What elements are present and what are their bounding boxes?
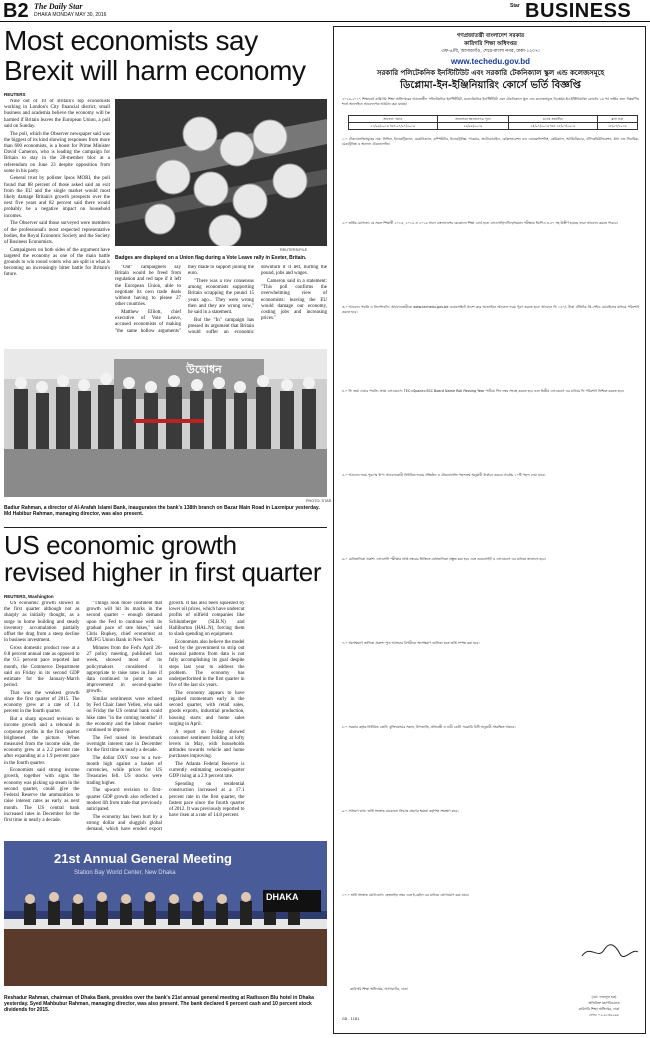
paragraph: Cameron said in a statement: "This poll confirms the overwhelming view of economists: leaving the EU would damage our economy, costing jobs and increasing prices." <box>261 278 327 322</box>
paragraph: The economy appears to have regained momentum early in the second quarter, with retail sales, goods exports, industrial production, housing starts and home sales surging in April. <box>169 690 245 727</box>
ad-section: ৮.০ সরকার কর্তৃক নির্ধারিত কোটা: মুক্তিযোদ্ধার সন্তান, উপজাতি, প্রতিবন্ধী ও নারী কোটা সরকারি বিধি অনুযায়ী সংরক্ষিত থাকবে। <box>342 725 516 729</box>
story2-headline: US economic growth revised higher in first quarter <box>4 530 322 587</box>
story1-byline: REUTERS <box>4 92 26 97</box>
paragraph: The Atlanta Federal Reserve is currently estimating second-quarter GDP rising at a 2.9 percent rate. <box>169 762 245 780</box>
ad-section: ৫.০ আবেদন ফরম পূরণের ধাপ: আবেদনকারী নির্ধারিত ফরমে প্রতিষ্ঠান ও টেকনোলজি পছন্দক্রম অনুযায়ী নির্বাচন করবে। সর্বোচ্চ ১০টি পছন্দ দেয়া যাবে। <box>342 473 546 477</box>
ad-gd-number: GD - 1181 <box>342 1017 360 1021</box>
ad-address: এফ-৪/বি, আগারগাঁও, শেরে-বাংলা নগর, ঢাকা-১২০৭। <box>441 49 540 54</box>
agm-banner: 21st Annual General Meeting <box>54 851 232 866</box>
ad-dept-line: কারিগরি শিক্ষা অধিদপ্তর <box>464 41 517 47</box>
ad-website: www.techedu.gov.bd <box>450 57 531 66</box>
ad-subtitle: ডিপ্লোমা-ইন-ইঞ্জিনিয়ারিং কোর্সে ভর্তি বিজ্ঞপ্তি <box>400 80 581 91</box>
agm-photo <box>4 841 327 986</box>
paragraph: The upward revision to first-quarter GDP growth also reflected a modest lift from trade that previously anticipated. <box>86 788 162 812</box>
ad-signer-title: অতিরিক্ত মহাপরিচালক <box>588 1001 620 1005</box>
ad-section: ৭.০ অপেক্ষমাণ তালিকা প্রকাশ: শূন্য আসনের বিপরীতে অপেক্ষমাণ তালিকা হতে ভর্তি সম্পন্ন করা হবে। <box>342 641 480 645</box>
ad-section: ৪.০ ফি জমা দেয়ার পদ্ধতি: প্রথম এসএমএস: TEC<Space>SSC Board Name Roll Passing Year পাঠিয়ে পিন নম্বর সংগ্রহ করতে হবে এবং দ্বিতীয় এসএমএস এর মাধ্যমে ফি পরিশোধ নিশ্চিত করতে হবে। <box>342 389 624 393</box>
masthead <box>0 0 650 22</box>
ad-section: ১০.০ ভর্তি সংক্রান্ত যোগাযোগ: হেল্পলাইন নম্বর এবং ই-মেইল এর মাধ্যমে যোগাযোগ করা যাবে। <box>342 893 470 897</box>
paragraph: "Things look more confident that growth will hit its marks in the second quarter – enough demand upon the Fed to continue with its gradual pace of rate hikes," said Chris Rupkey, chief economist at MUFG Union Bank in New York. <box>86 601 162 644</box>
paragraph: "There was a row consensus among economists supporting Britain scrapping the pound 15 years ago... They were wrong then and they are wrong now," he said in a statement. <box>188 278 254 315</box>
table-header: ক্লাস শুরু <box>597 116 637 123</box>
photo2-caption: Badiur Rahman, a director of Al-Arafah Islami Bank, inaugurates the bank's 138th branch on Bazar Main Road in Laxmipur yesterday. Md Habibur Rahman, managing director, was also present. <box>4 505 320 517</box>
table-header: অনলাইনে আবেদনপত্র পূরণ <box>437 116 508 123</box>
paragraph: Similar sentiments were echoed by Fed Chair Janet Yellen, who said on Friday the US central bank could hike rates "in the coming months" if the economy and the labour market continued to improve. <box>86 697 162 734</box>
story1-photo-credit: REUTERS/FILE <box>280 248 308 252</box>
paragraph: The dollar DXY rose to a two-month high against a basket of currencies, while prices for US Treasuries fell. US stocks were trading higher. <box>86 755 162 786</box>
section-divider <box>4 527 327 528</box>
paragraph: A report on Friday showed consumer sentiment holding at lofty levels in May, with households attitudes towards vehicle and home purchases improving. <box>169 729 245 760</box>
page-number: B2 <box>3 0 29 22</box>
agm-banner-sub: Station Bay World Center, New Dhaka <box>74 870 176 876</box>
section-title: BUSINESS <box>525 0 632 22</box>
paragraph: Spending on residential construction increased at a 17.1 percent rate in the first quarter, the fastest pace since the fourth quarter of 2012. It was previously reported to have risen at a rate of 14.8 percent. <box>169 782 245 819</box>
paragraph: The Observer said those surveyed were members of the professional's most respected representative bodies, the Royal Economic Society and the Society of Business Economists. <box>4 221 110 245</box>
paragraph: US economic growth slowed in the first quarter although not as sharply as initially thought, as a surge in home building and steady inventory accumulation partially offset the drag from a steep decline in business investment. <box>4 601 80 644</box>
paragraph: The Fed raised its benchmark overnight interest rate in December for the first time in nearly a decade. <box>86 735 162 754</box>
paragraph: Campaigners on both sides of the argument have targeted the economy as one of the main battle grounds to win round voters who are split in what is becoming an increasingly bitter battle for Britain's future. <box>4 247 110 278</box>
paragraph: "Out" campaigners say Britain would be freed from regulation and red tape if it left the European Union, able to negotiate its own trade deals without having to please 27 other countries. <box>115 265 181 308</box>
ad-office: কারিগরি শিক্ষা অধিদপ্তর, ঢাকা <box>578 1007 620 1011</box>
ad-signer: (মো: ফজলুল হক) <box>591 995 617 999</box>
table-header: আবেদন পদ্ধতি <box>349 116 438 123</box>
ad-intro: ২০১৬-২০১৭ শিক্ষাবর্ষে কারিগরি শিক্ষা অধিদপ্তরের আওতাধীন পলিটেকনিক ইনস্টিটিউট, মনোটেকনিক ইনস্টিটিউট এবং টেকনিক্যাল স্কুল এন্ড কলেজসমূহে ডিপ্লোমা-ইন-ইঞ্জিনিয়ারিং কোর্সের ১ম পর্ব ভর্তির জন্য নিম্নবর্ণিত শর্তে অনলাইনে আবেদনপত্র আহ্বান করা যাচ্ছে। <box>342 97 639 106</box>
story1-intro <box>4 99 110 287</box>
paragraph: Minutes from the Fed's April 26-27 policy meeting, published last week, showed most of its policymakers considered it appropriate to raise rates in June if data continued to point to an improvement in second-quarter growth. <box>86 645 162 695</box>
admission-advertisement <box>333 26 646 1034</box>
paragraph: Economists said strong income growth, together with signs the economy was picking up steam in the second quarter, could give the Federal Reserve the ammunition to raise interest rates as early as next month. The US central bank increased rates in December for the first time in nearly a decade. <box>4 768 80 823</box>
photo2-credit: PHOTO: STAR <box>306 499 332 503</box>
paragraph: Gross domestic product rose at a 0.8 percent annual rate as opposed to the 0.5 percent pace reported last month, the Commerce Department said on Friday in its second GDP estimate for the January-March period. <box>4 645 80 689</box>
star-logo: Star <box>510 3 520 9</box>
ad-section: ১.০ টেকনোলজিসমূহের নাম: সিভিল, ইলেকট্রিক্যাল, মেকানিক্যাল, কম্পিউটার, ইলেকট্রনিক্স, পাওয়ার, অটোমোবাইল, রেফ্রিজারেশন এন্ড এয়ারকন্ডিশনিং, কেমিক্যাল, আর্কিটেকচার, টেলিকমিউনিকেশন, গ্লাস এন্ড সিরামিক, মেকাট্রনিক্স ও অন্যান্য টেকনোলজি। <box>342 137 639 146</box>
vote-leave-badges-icon <box>115 99 327 246</box>
paragraph: Economists also believe the model used by the government to strip out seasonal patterns from data is not fully accomplishing its goal despite steps last year to address the problem. The economy has underperformed in the first quarter in five of the last six years. <box>169 639 245 689</box>
paragraph: But a sharp upward revision to income growth and a rebound in corporate profits in the first quarter brightened the picture. When measured from the income side, the economy grew at a 2.2 percent rate after expanding at a 1.9 percent pace in the fourth quarter. <box>4 717 80 766</box>
story1-body <box>115 265 327 342</box>
story2-body <box>4 601 327 837</box>
paper-name: The Daily Star <box>34 2 83 11</box>
paragraph: But the "In" campaign has pressed its argument that Britain would suffer an economic downturn if it left, hurting the pound, jobs and wages. <box>188 265 327 336</box>
story1-photo <box>115 99 327 246</box>
table-header: ভর্তির সময়সীমা <box>509 116 598 123</box>
dhaka-bank-logo: DHAKA <box>263 890 321 912</box>
table-cell: ২৮/০৭/২০১৬ <box>597 123 637 130</box>
photo3-credit: PHOTO: BANK <box>300 988 326 992</box>
paragraph: Matthew Elliott, chief executive of Vote Leave, accused economists of making "the same hollow arguments" they made to support joining the euro. <box>115 265 254 334</box>
paragraph: The economy has been hurt by a strong dollar and sluggish global demand, which have eroded export growth. It has also been squeezed by lower oil prices, which have undercut profits of oilfield companies like Schlumberger (SLB.N) and Halliburton (HAL.N), forcing them to slash spending on equipment. <box>86 601 245 833</box>
inauguration-sign: উদ্বোধন <box>186 363 222 376</box>
ad-section: ৬.০ মেধাতালিকা প্রকাশ: এসএসসি পরীক্ষার প্রাপ্ত নম্বরের ভিত্তিতে মেধাতালিকা প্রস্তুত করা হবে এবং ওয়েবসাইট ও এসএমএস এর মাধ্যমে জানানো হবে। <box>342 557 546 561</box>
paragraph: Nine out of 10 of Britain's top economists working in London's City financial district, small business and academia believe the economy will be harmed if Britain leaves the European Union, a poll said on Sunday. <box>4 99 110 129</box>
table-cell: ২৬/০৬/২০১৬ <box>437 123 508 130</box>
story2-byline: REUTERS, Washington <box>4 594 54 599</box>
table-cell: ২৪/০৭/২০১৬ হতে ২৮/০৭/২০১৬ <box>509 123 598 130</box>
ad-schedule-table <box>348 115 638 130</box>
paragraph: That was the weakest growth since the first quarter of 2015. The economy grew at a rate of 1.4 percent in the fourth quarter. <box>4 690 80 715</box>
paragraph: The poll, which the Observer newspaper said was the biggest of its kind showing responses from more than 600 economists, is a boost for Prime Minister David Cameron, who is leading the campaign for Britain to stay in the 28-member bloc at a referendum on June 23 despite opposition from some in his party. <box>4 131 110 174</box>
ad-left-contact: কারিগরি শিক্ষা অধিদপ্তর, আগারগাঁও, ঢাকা <box>350 987 408 991</box>
ad-govt-line: গণপ্রজাতন্ত্রী বাংলাদেশ সরকার <box>456 33 525 39</box>
paragraph: General trust by pollster Ipsos MORI, the poll found that 88 percent of those asked said an exit from the EU and the single market would most likely damage Britain's growth prospects over the next five years and 82 percent said there would probably be a negative impact on household incomes. <box>4 176 110 219</box>
table-cell: ২৩/০৬/২০১৬ হতে ০৭/০৭/২০১৬ <box>349 123 438 130</box>
ad-contact: ফোন: ০২-৯১৩৯২৯৮ <box>588 1013 620 1017</box>
story1-headline: Most economists say Brexit will harm economy <box>4 25 306 86</box>
ad-section: ৯.০ সাধারণ তথ্য: ভর্তি সংক্রান্ত যেকোনো সিদ্ধান্ত গ্রহণের ক্ষমতা কর্তৃপক্ষ সংরক্ষণ করে। <box>342 809 459 813</box>
ad-section: ২.০ ভর্তির যোগ্যতা: যে সকল শিক্ষার্থী ২০১৪, ২০১৫ ও ২০১৬ সালে বাংলাদেশের যেকোনো শিক্ষা বোর্ড হতে এসএসসি/দাখিল/সমমান পরীক্ষায় জিপিএ ৩.৫০ সহ উত্তীর্ণ হয়েছে তারা আবেদন করতে পারবে। <box>342 221 618 225</box>
issue-date: DHAKA MONDAY MAY 30, 2016 <box>34 12 107 18</box>
photo3-caption: Reshadur Rahman, chairman of Dhaka Bank, presides over the bank's 21st annual general meeting at Radisson Blu hotel in Dhaka yesterday. Syed Mahbubur Rahman, managing director, was also present. The bank declared 6 percent cash and 10 percent stock dividends for 2015. <box>4 995 314 1013</box>
ad-signature-icon <box>580 942 640 962</box>
ad-section: ৩.০ আবেদন পদ্ধতি ও নির্দেশাবলি: আবেদনকারীকে www.techedu.gov.bd ওয়েবসাইটে প্রবেশ করে অনলাইনে আবেদন ফরম পূরণ করতে হবে। আবেদন ফি ১৫০/- টাকা টেলিটক প্রি-পেইড মোবাইলের মাধ্যমে পরিশোধ করতে হবে। <box>342 305 639 314</box>
ad-title: সরকারি পলিটেকনিক ইনস্টিটিউট এবং সরকারি টেকনিক্যাল স্কুল এন্ড কলেজসমূহে <box>376 69 605 77</box>
inauguration-photo <box>4 349 327 497</box>
story1-caption: Badges are displayed on a Union flag during a Vote Leave rally in Exeter, Britain. <box>115 255 307 261</box>
